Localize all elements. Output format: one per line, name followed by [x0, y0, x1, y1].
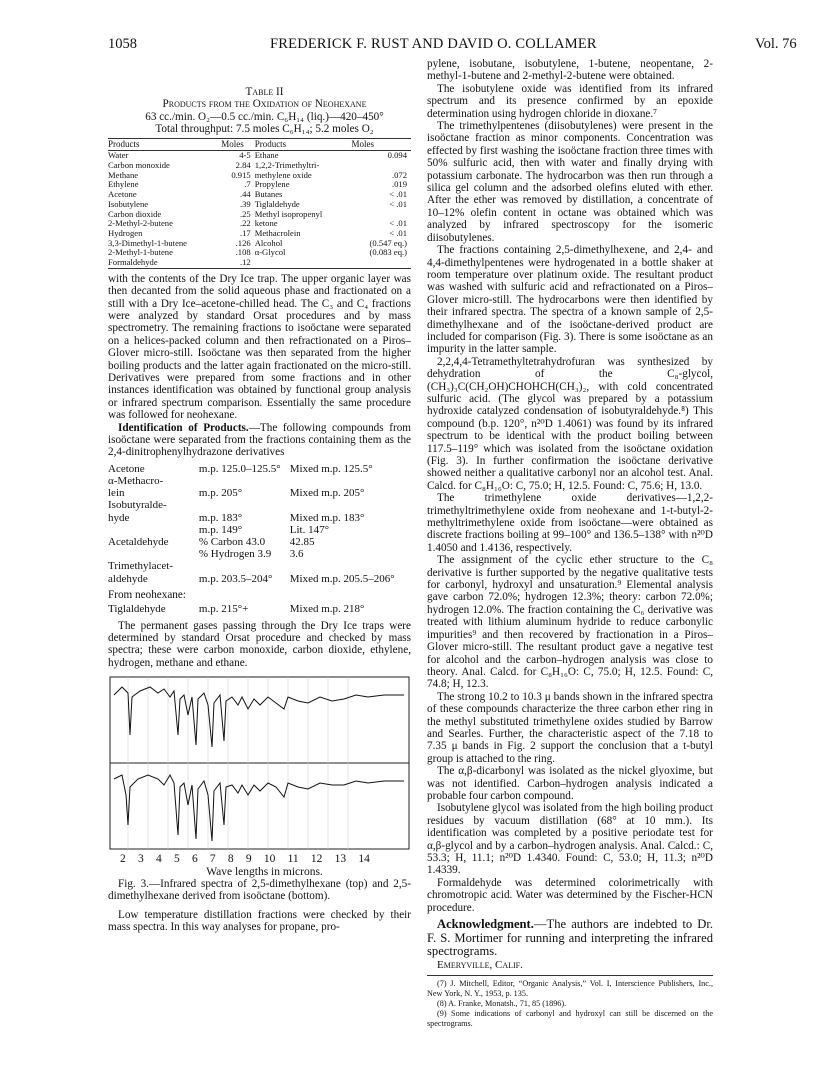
dnp-row: [108, 560, 411, 572]
table-cell: .7: [244, 179, 251, 190]
dnp-row: [108, 548, 411, 560]
dnp-cell: Acetaldehyde: [108, 536, 169, 549]
paragraph: The trimethylene oxide derivatives—1,2,2-trimethyltrimethylene oxide from neohexane and 1-t-butyl-2-methyltrimethylene oxide from isoöctane—were obtained as discrete fractions boiling at 99–100° and 136.5–138° with n²⁰D 1.4050 and 1.4136, respectively.: [427, 492, 713, 554]
table-cell: ketone: [254, 218, 278, 229]
paragraph: The isobutylene oxide was identified from its infrared spectrum and its presence confirmed by an epoxide determination using hydrogen chloride in dioxane.⁷: [427, 82, 713, 120]
dnp-cell: % Hydrogen 3.9: [198, 548, 272, 561]
products-table: [108, 138, 411, 269]
table-cell: Propylene: [254, 179, 290, 190]
paragraph: The strong 10.2 to 10.3 μ bands shown in the infrared spectra of these compounds characterize the three carbon ether ring in the methyl substituted trimethylene oxides studied by Barrow and Searles. Further, the characteristic aspect of the 7.18 to 7.35 μ bands in Fig. 2 support the conclusion that a t-butyl group is attached to the ring.: [427, 690, 713, 765]
table-cell: [255, 258, 352, 268]
paragraph: pylene, isobutane, isobutylene, 1-butene, neopentane, 2-methyl-1-butene and 2-methyl-2-butene were obtained.: [427, 58, 713, 83]
table-cell: < .01: [389, 227, 407, 238]
paragraph: The permanent gases passing through the Dry Ice traps were determined by standard Orsat procedure and checked by mass spectra; these were carbon monoxide, carbon dioxide, ethylene, hydrogen, methane and ethane.: [108, 619, 411, 669]
table-cell: Acetone: [108, 189, 137, 200]
table-cell: .44: [239, 189, 251, 200]
left-column: [108, 86, 411, 934]
ir-spectra-image: [108, 675, 411, 851]
dnp-cell: 3.6: [289, 548, 304, 561]
dnp-cell: [199, 475, 290, 487]
dnp-cell: lein: [108, 487, 125, 500]
dnp-row: [108, 536, 411, 548]
table-cell: [352, 258, 411, 268]
table-cell: .39: [239, 198, 251, 209]
dnp-cell: Mixed m.p. 205.5–206°: [289, 572, 395, 585]
dnp-cell: [199, 499, 290, 511]
paragraph: Identification of Products.—The following compounds from isoöctane were separated from the fractions containing them as the 2,4-dinitrophenylhydrazone derivatives: [108, 421, 412, 459]
table-cell: methylene oxide: [254, 169, 312, 180]
dnp-row: [108, 512, 411, 524]
volume-label: Vol. 76: [755, 36, 797, 52]
paragraph: Formaldehyde was determined colorimetrically with chromotropic acid. Water was determined by the Fischer-HCN procedure.: [427, 876, 713, 914]
dnp-cell: [199, 560, 290, 572]
section-heading: Identification of Products.: [118, 421, 249, 434]
x-tick-label: 14: [358, 853, 370, 866]
dnp-compound: Tiglaldehyde: [108, 603, 166, 616]
table-cell: 2-Methyl-1-butene: [108, 247, 173, 258]
x-tick-label: 12: [310, 853, 323, 866]
footnotes: [427, 979, 713, 1029]
paragraph: 2,2,4,4-Tetramethyltetrahydrofuran was synthesized by dehydration of the C₈-glycol, (CH₃)₃C(CH₂OH)CHOHCH(CH₃)₂, with cold concentrated sulfuric acid. (The glycol was prepared by a potassium hydroxide catalyzed condensation of isobutyraldehyde.⁸) This compound (b.p. 120°, n²⁰D 1.4061) was found by its infrared spectrum to be identical with the product boiling between 117.5–119° which was isolated from the isoöctane oxidation (Fig. 3). In further confirmation the isoöctane derivative showed neither a qualitative carbonyl nor an alcohol test. Anal. Calcd. for C₈H₁₆O: C, 75.0; H, 12.5. Found: C, 75.6; H, 13.0.: [427, 355, 713, 492]
table-header-cell: Products: [255, 138, 352, 151]
table-cell: .17: [239, 227, 251, 238]
dnp-row: [108, 487, 411, 499]
table-row: [108, 258, 411, 268]
x-tick-label: 10: [263, 853, 276, 866]
dnp-cell: % Carbon 43.0: [198, 536, 266, 549]
table-cell: .126: [235, 237, 251, 248]
table-cell: (0.547 eq.): [369, 237, 407, 248]
dnp-row: [108, 463, 411, 475]
neohexane-derivatives-table: [108, 603, 411, 615]
footnote: (7) J. Mitchell, Editor, “Organic Analysis,” Vol. I, Interscience Publishers, Inc., New York, N. Y., 1953, p. 135.: [427, 979, 713, 999]
x-tick-label: 11: [287, 853, 299, 866]
dnp-mp: m.p. 215°+: [198, 603, 249, 616]
dnp-cell: Lit. 147°: [289, 523, 330, 536]
dnp-cell: [108, 548, 199, 560]
table-cell: Methyl isopropenyl: [254, 208, 323, 219]
table-cell: Water: [108, 150, 129, 161]
dnp-cell: [290, 560, 411, 572]
dnp-cell: α-Methacro-: [108, 475, 164, 488]
x-tick-label: 13: [334, 853, 347, 866]
table-header-cell: Moles: [221, 138, 254, 151]
dnp-cell: m.p. 183°: [198, 511, 243, 524]
table-conditions-2: Total throughput: 7.5 moles C₆H₁₄; 5.2 moles O₂: [155, 123, 374, 136]
dnp-row: [108, 499, 411, 511]
table-label: Table II: [245, 86, 284, 98]
right-column: [427, 58, 713, 1029]
x-tick-label: 3: [137, 853, 144, 866]
table-cell: Alcohol: [254, 237, 283, 248]
dnp-cell: Mixed m.p. 183°: [289, 511, 365, 524]
acknowledgment: Acknowledgment.—The authors are indebted to Dr. F. S. Mortimer for running and interpreting the infrared spectrograms.: [427, 917, 713, 959]
paragraph: The fractions containing 2,5-dimethylhexene, and 2,4- and 4,4-dimethylpentenes were hydrogenated in a bottle shaker at room temperature over platinum oxide. The resultant product was washed with sulfuric acid and refractionated on a Piros–Glover micro-still. The hydrocarbons were then identified by their infrared spectra. The spectra of a known sample of 2,5-dimethylhexane and of the isoöctane-derived product are included for comparison (Fig. 3). There is some isoöctane as an impurity in the latter sample.: [427, 244, 713, 356]
dnp-row: [108, 524, 411, 536]
dnp-cell: m.p. 203.5–204°: [198, 572, 273, 585]
figure-3-spectra: [108, 675, 411, 851]
table-cell: 2.84: [235, 160, 251, 171]
paragraph: The α,β-dicarbonyl was isolated as the nickel glyoxime, but was not identified. Carbon–hydrogen analysis indicated a probable four carbon compound.: [427, 765, 713, 802]
dnp-cell: aldehyde: [108, 572, 148, 585]
table-cell: Formaldehyde: [108, 258, 221, 268]
paragraph: Isobutylene glycol was isolated from the high boiling product residues by vacuum distillation (68° at 10 mm.). Its identification was completed by a positive periodate test for α,β-glycol and by a carbon–hydrogen analysis. Anal. Calcd.: C, 53.3; H, 11.1; n²⁰D 1.4340. Found: C, 53.0; H, 11.3; n²⁰D 1.4339.: [427, 802, 713, 877]
table-cell: .072: [391, 169, 407, 180]
table-header-cell: Products: [108, 138, 221, 151]
table-cell: 2-Methyl-2-butene: [108, 218, 173, 229]
table-cell: Hydrogen: [108, 227, 143, 238]
dnp-cell: Isobutyralde-: [108, 499, 167, 512]
table-cell: < .01: [389, 198, 407, 209]
derivatives-table: [108, 463, 411, 585]
table-cell: Isobutylene: [108, 198, 149, 209]
affiliation-place: Emeryville, Calif.: [437, 958, 523, 971]
x-tick-label: 9: [245, 853, 252, 866]
table-cell: < .01: [389, 218, 407, 229]
dnp-cell: m.p. 205°: [198, 487, 243, 500]
paragraph: The assignment of the cyclic ether structure to the C₈ derivative is further supported by the negative qualitative tests for carbonyl, hydroxyl and unsaturation.⁹ Elemental analysis gave carbon 72.0%; hydrogen 12.3%; theory: carbon 72.0%; hydrogen 12.0%. The fraction containing the C₆ derivative was treated with lithium aluminum hydride to reduce carbonylic impurities⁹ and then recovered by fractionation in a Piros–Glover micro-still. The resultant product gave a negative test for alcohol and the carbon–hydrogen analysis was close to theory. Anal. Calcd. for C₈H₁₆O: C, 75.0; H, 12.5. Found: C, 74.8; H, 12.3.: [427, 554, 713, 691]
dnp-cell: [290, 499, 411, 511]
neohexane-label: From neohexane:: [108, 588, 186, 601]
x-tick-label: 4: [155, 853, 162, 866]
table-cell: Carbon dioxide: [108, 208, 162, 219]
table-cell: 1,2,2-Trimethyltri-: [254, 160, 320, 171]
table-cell: .108: [235, 247, 251, 258]
paragraph: Low temperature distillation fractions were checked by their mass spectra. In this way analyses for propane, pro-: [108, 908, 411, 934]
x-tick-label: 8: [227, 853, 234, 866]
table-cell: .22: [239, 218, 251, 229]
dnp-row: [108, 475, 411, 487]
footnote-rule: [427, 975, 713, 976]
table-cell: 4-5: [239, 150, 251, 161]
table-ii: [108, 86, 411, 269]
table-cell: 3,3-Dimethyl-1-butene: [108, 237, 187, 248]
running-head-authors: FREDERICK F. RUST AND DAVID O. COLLAMER: [270, 36, 597, 52]
page-number: 1058: [108, 36, 137, 52]
footnote: (9) Some indications of carbonyl and hydroxyl can still be discerned on the spectrograms.: [427, 1009, 713, 1029]
dnp-cell: hyde: [108, 511, 130, 524]
dnp-cell: [290, 475, 411, 487]
table-header-cell: Moles: [352, 138, 411, 151]
paragraph: The trimethylpentenes (diisobutylenes) were present in the isoöctane fraction as minor components. Concentration was effected by first washing the isoöctane fraction three times with 50% sulfuric acid, then with water and finally drying with potassium carbonate. The hydrocarbon was then run through a silica gel column and the adsorbed olefins eluted with ether. After the ether was removed by distillation, a concentrate of 10–12% olefin content in octane was obtained which was analyzed by infrared spectroscopy for the isomeric diisobutylenes.: [427, 120, 713, 244]
table-cell: Methane: [108, 169, 139, 180]
table-cell: Ethane: [254, 150, 279, 161]
table-cell: (0.083 eq.): [369, 247, 407, 258]
dnp-cell: Trimethylacet-: [108, 560, 173, 573]
table-cell: .25: [239, 208, 251, 219]
x-tick-label: 6: [191, 853, 198, 866]
dnp-row: [108, 573, 411, 585]
table-title: Products from the Oxidation of Neohexane: [162, 98, 367, 111]
x-tick-label: 2: [120, 853, 126, 866]
dnp-cell: Mixed m.p. 205°: [289, 487, 365, 500]
table-cell: Butanes: [254, 189, 283, 200]
table-cell: < .01: [389, 189, 407, 200]
table-conditions-1: 63 cc./min. O₂—0.5 cc./min. C₆H₁₄ (liq.)—420–450°: [145, 110, 384, 123]
x-tick-label: 7: [209, 853, 216, 866]
dnp-cell: 42.85: [289, 536, 315, 549]
dnp-cell: [108, 524, 199, 536]
x-axis-label: Wave lengths in microns.: [206, 865, 323, 878]
table-cell: Tiglaldehyde: [254, 198, 300, 209]
table-cell: .12: [221, 258, 254, 268]
footnote: (8) A. Franke, Monatsh., 71, 85 (1896).: [437, 999, 567, 1009]
paragraph: with the contents of the Dry Ice trap. The upper organic layer was then decanted from the solid aqueous phase and fractionated on a still with a Dry Ice–acetone-chilled head. The C₃ and C₄ fractions were analyzed by standard Orsat procedures and by mass spectrometry. The remaining fractions to isoöctane were separated on a helices-packed column and then refractionated on a Piros–Glover micro-still. Isoöctane was then separated from the higher boiling products and the latter again fractionated on the micro-still. Derivatives were prepared from some fractions and in other instances identification was obtained by functional group analysis or infrared spectrum comparison. Essentially the same procedure was followed for neohexane.: [108, 272, 411, 422]
table-cell: 0.915: [231, 169, 251, 180]
x-axis-ticks: [120, 853, 370, 865]
table-cell: 0.094: [387, 150, 407, 161]
figure-caption: Fig. 3.—Infrared spectra of 2,5-dimethylhexane (top) and 2,5-dimethylhexane derived from isoöctane (bottom).: [108, 877, 411, 903]
dnp-cell: Mixed m.p. 125.5°: [289, 462, 373, 475]
dnp-cell: Acetone: [108, 462, 145, 475]
x-tick-label: 5: [173, 853, 180, 866]
dnp-cell: m.p. 149°: [198, 523, 243, 536]
dnp-mixed-mp: Mixed m.p. 218°: [289, 603, 365, 616]
table-cell: Carbon monoxide: [108, 160, 170, 171]
dnp-cell: m.p. 125.0–125.5°: [198, 462, 281, 475]
table-cell: α-Glycol: [254, 247, 286, 258]
table-cell: Ethylene: [108, 179, 139, 190]
ack-heading: Acknowledgment.: [437, 917, 534, 932]
table-cell: .019: [391, 179, 407, 190]
table-cell: Methacrolein: [254, 227, 301, 238]
